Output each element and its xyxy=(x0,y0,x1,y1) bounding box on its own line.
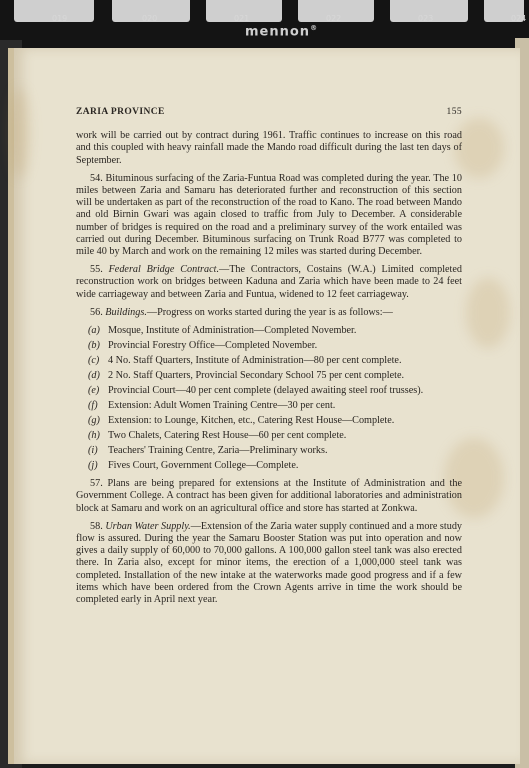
paragraph-number: 55. xyxy=(90,264,103,276)
paragraph-title: Federal Bridge Contract. xyxy=(108,264,220,276)
item-text: Fives Court, Government College—Complete. xyxy=(108,460,299,472)
paper-stain xyxy=(10,88,30,178)
page-content xyxy=(76,106,462,612)
paragraph-number: 58. xyxy=(90,520,103,532)
list-item xyxy=(88,325,462,337)
frame-number: 023 xyxy=(418,14,434,23)
item-label: (h) xyxy=(88,430,100,442)
list-item xyxy=(88,430,462,442)
item-text: Provincial Forestry Office—Completed November. xyxy=(108,340,318,352)
paragraph-text: —Progress on works started during the year is as follows:— xyxy=(146,306,393,318)
paragraph-58 xyxy=(76,521,462,606)
item-label: (b) xyxy=(88,340,100,352)
list-item xyxy=(88,445,462,457)
list-item xyxy=(88,385,462,397)
paragraph-title: Urban Water Supply. xyxy=(105,520,191,532)
paragraph-title: Buildings. xyxy=(105,306,147,318)
list-item xyxy=(88,340,462,352)
item-text: 4 No. Staff Quarters, Institute of Administration—80 per cent complete. xyxy=(108,355,402,367)
item-label: (f) xyxy=(88,400,98,412)
frame-number: 021 xyxy=(234,14,250,23)
building-progress-list xyxy=(88,325,462,472)
item-text: Provincial Court—40 per cent complete (delayed awaiting steel roof trusses). xyxy=(108,385,424,397)
item-text: 2 No. Staff Quarters, Provincial Secondary School 75 per cent complete. xyxy=(108,370,405,382)
film-brand: mennon® xyxy=(245,24,319,40)
item-text: Two Chalets, Catering Rest House—60 per cent complete. xyxy=(108,430,347,442)
item-label: (a) xyxy=(88,325,100,337)
frame-number: 024 xyxy=(511,14,527,23)
item-text: Teachers' Training Centre, Zaria—Preliminary works. xyxy=(108,445,328,457)
paragraph-text: —The Contractors, Costains (W.A.) Limited completed reconstruction work on bridges between Kaduna and Zaria which have been made to 24 feet wide carriageway and between Zaria and Funtua, widened to 12 feet carriageway. xyxy=(76,264,463,300)
paragraph-54: 54. Bituminous surfacing of the Zaria-Funtua Road was completed during the year. The 10 miles between Zaria and Samaru has deteriorated further and reconstruction of this section will be undertaken as part of the reconstruction of the road to Kano. The road between Mando and old Birnin Gwari was again closed to traffic from July to December. A considerable number of bridges is required on the road and a preliminary survey of the work entailed was carried out during December. Bituminous surfacing on Trunk Road B777 was completed to mile 40 by March and work on the remaining 12 miles was started during December. xyxy=(76,172,462,258)
item-label: (i) xyxy=(88,445,98,457)
item-text: Extension: Adult Women Training Centre—30 per cent. xyxy=(108,400,336,412)
document-page xyxy=(8,48,520,764)
item-label: (e) xyxy=(88,385,100,397)
list-item xyxy=(88,415,462,427)
item-text: Mosque, Institute of Administration—Completed November. xyxy=(108,325,357,337)
item-label: (j) xyxy=(88,460,98,472)
paragraph-opening: work will be carried out by contract during 1961. Traffic continues to increase on this road and this coupled with heavy rainfall made the Mando road difficult during the last ten days of September. xyxy=(76,130,462,166)
frame-number: 020 xyxy=(142,14,158,23)
film-strip xyxy=(0,0,529,52)
item-text: Extension: to Lounge, Kitchen, etc., Catering Rest House—Complete. xyxy=(108,415,395,427)
paragraph-56 xyxy=(76,307,462,319)
list-item xyxy=(88,400,462,412)
page-number: 155 xyxy=(446,107,462,117)
paragraph-number: 56. xyxy=(90,306,103,318)
running-head: ZARIA PROVINCE xyxy=(76,107,165,117)
item-label: (c) xyxy=(88,355,100,367)
frame-number: 019 xyxy=(52,14,68,23)
paper-stain xyxy=(466,278,510,348)
list-item xyxy=(88,355,462,367)
list-item xyxy=(88,460,462,472)
paragraph-55 xyxy=(76,264,462,301)
frame-number: 022 xyxy=(326,14,342,23)
item-label: (g) xyxy=(88,415,100,427)
item-label: (d) xyxy=(88,370,100,382)
paragraph-57: 57. Plans are being prepared for extensions at the Institute of Administration and the Government College. A contract has been given for additional laboratories and administration block at Samaru and work on an agricultural office and store has started at Zonkwa. xyxy=(76,478,462,514)
list-item xyxy=(88,370,462,382)
paragraph-text: —Extension of the Zaria water supply continued and a more study flow is assured. During the year the Samaru Booster Station was put into operation and now gives a daily supply of 60,000 to 70,000 gallons. A 100,000 gallon steel tank was also erected there. In Zaria also, except for minor items, the erection of a 1,000,000 steel tank was completed. Installation of the new intake at the waterworks made good progress and if a few items which have been ordered from the Crown Agents arrive in time the work should be completed early in April next year. xyxy=(76,520,463,606)
page-header xyxy=(76,106,462,118)
